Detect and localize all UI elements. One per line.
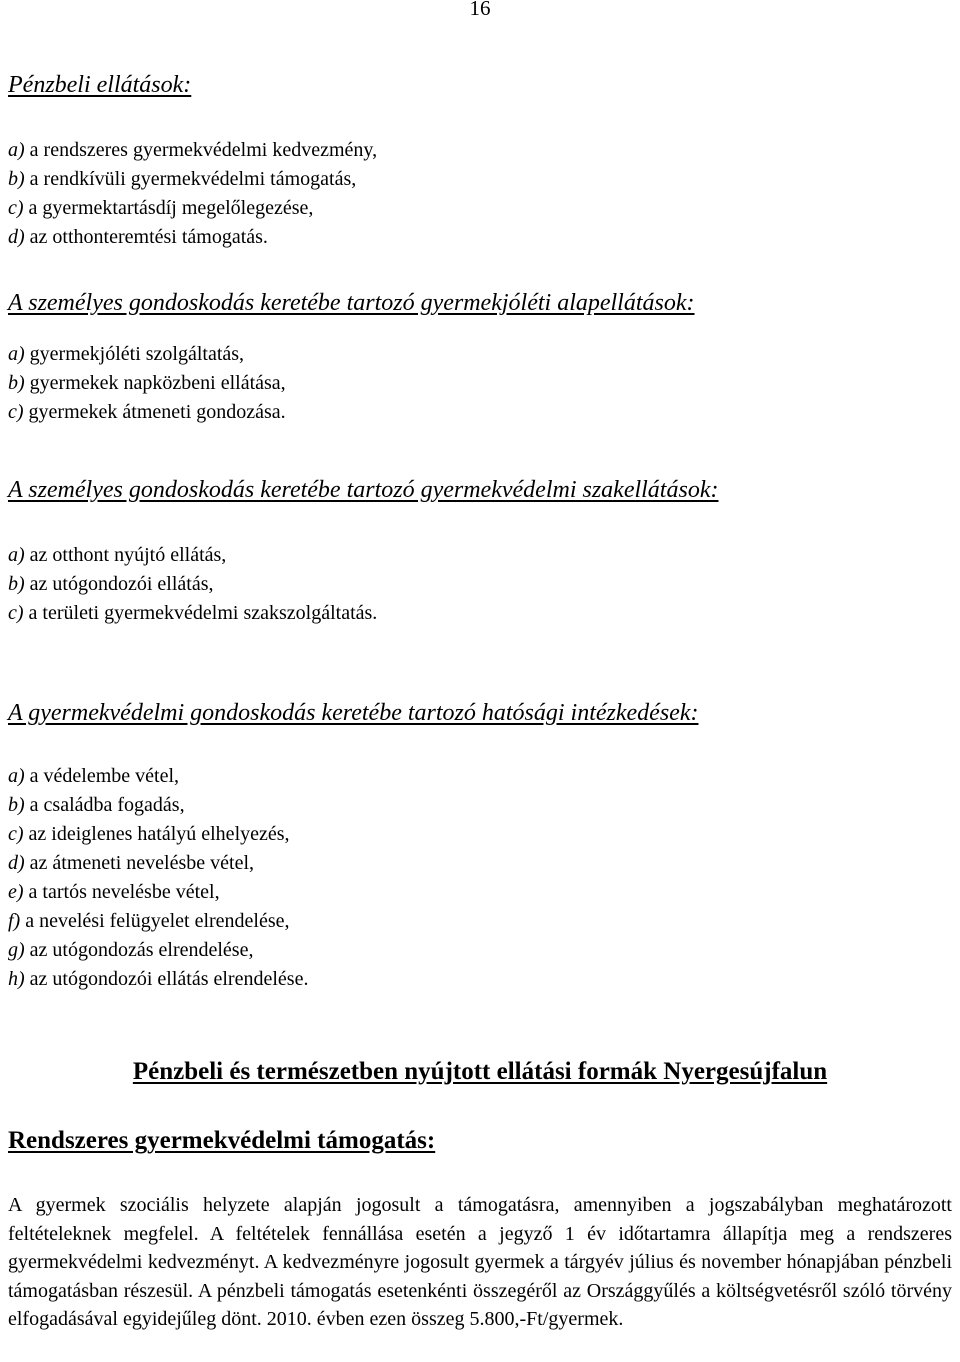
section-list xyxy=(8,541,952,628)
section-penzbeli-ellatasok xyxy=(8,70,952,252)
list-item: f) a nevelési felügyelet elrendelése, xyxy=(8,910,290,932)
section-rendszeres-tamogatas xyxy=(8,1126,952,1334)
sub-heading: Rendszeres gyermekvédelmi támogatás: xyxy=(8,1127,436,1154)
list-item: d) az otthonteremtési támogatás. xyxy=(8,226,268,248)
list-item: c) az ideiglenes hatályú elhelyezés, xyxy=(8,823,290,845)
section-list xyxy=(8,340,952,427)
list-item: g) az utógondozás elrendelése, xyxy=(8,939,254,961)
list-item: a) az otthont nyújtó ellátás, xyxy=(8,544,227,566)
section-gyermekvedelmi-szakellatasok xyxy=(8,475,952,628)
section-list xyxy=(8,762,952,994)
list-item: c) a gyermektartásdíj megelőlegezése, xyxy=(8,197,314,219)
section-heading: A gyermekvédelmi gondoskodás keretébe tartozó hatósági intézkedések: xyxy=(8,700,699,726)
list-item: a) gyermekjóléti szolgáltatás, xyxy=(8,343,245,365)
section-heading: Pénzbeli ellátások: xyxy=(8,72,192,98)
list-item: b) a rendkívüli gyermekvédelmi támogatás, xyxy=(8,168,357,190)
list-item: a) a rendszeres gyermekvédelmi kedvezmény, xyxy=(8,139,378,161)
list-item: b) gyermekek napközbeni ellátása, xyxy=(8,372,286,394)
page-number: 16 xyxy=(469,0,491,20)
section-hatosagi-intezkedesek xyxy=(8,698,952,994)
list-item: d) az átmeneti nevelésbe vétel, xyxy=(8,852,254,874)
list-item: c) a területi gyermekvédelmi szakszolgáltatás. xyxy=(8,602,378,624)
list-item: h) az utógondozói ellátás elrendelése. xyxy=(8,968,309,990)
section-heading: A személyes gondoskodás keretébe tartozó gyermekvédelmi szakellátások: xyxy=(8,477,719,503)
list-item: e) a tartós nevelésbe vétel, xyxy=(8,881,220,903)
list-item: b) az utógondozói ellátás, xyxy=(8,573,214,595)
section-list xyxy=(8,136,952,252)
section-gyermekjoleti-alapellatasok xyxy=(8,288,952,427)
list-item: c) gyermekek átmeneti gondozása. xyxy=(8,401,286,423)
list-item: a) a védelembe vétel, xyxy=(8,765,180,787)
list-item: b) a családba fogadás, xyxy=(8,794,185,816)
main-heading: Pénzbeli és természetben nyújtott ellátási formák Nyergesújfalun xyxy=(132,1058,828,1085)
body-paragraph: A gyermek szociális helyzete alapján jogosult a támogatásra, amennyiben a jogszabályban meghatározott feltételeknek megfelel. A feltételek fennállása esetén a jegyző 1 év időtartamra állapítja meg a rendszeres gyermekvédelmi kedvezményt. A kedvezményre jogosult gyermek a tárgyév július és november hónapjában pénzbeli támogatásban részesül. A pénzbeli támogatás esetenkénti összegéről az Országgyűlés a költségvetésről szóló törvény elfogadásával egyidejűleg dönt. 2010. évben ezen összeg 5.800,-Ft/gyermek. xyxy=(8,1194,952,1331)
section-heading: A személyes gondoskodás keretébe tartozó gyermekjóléti alapellátások: xyxy=(8,290,695,316)
